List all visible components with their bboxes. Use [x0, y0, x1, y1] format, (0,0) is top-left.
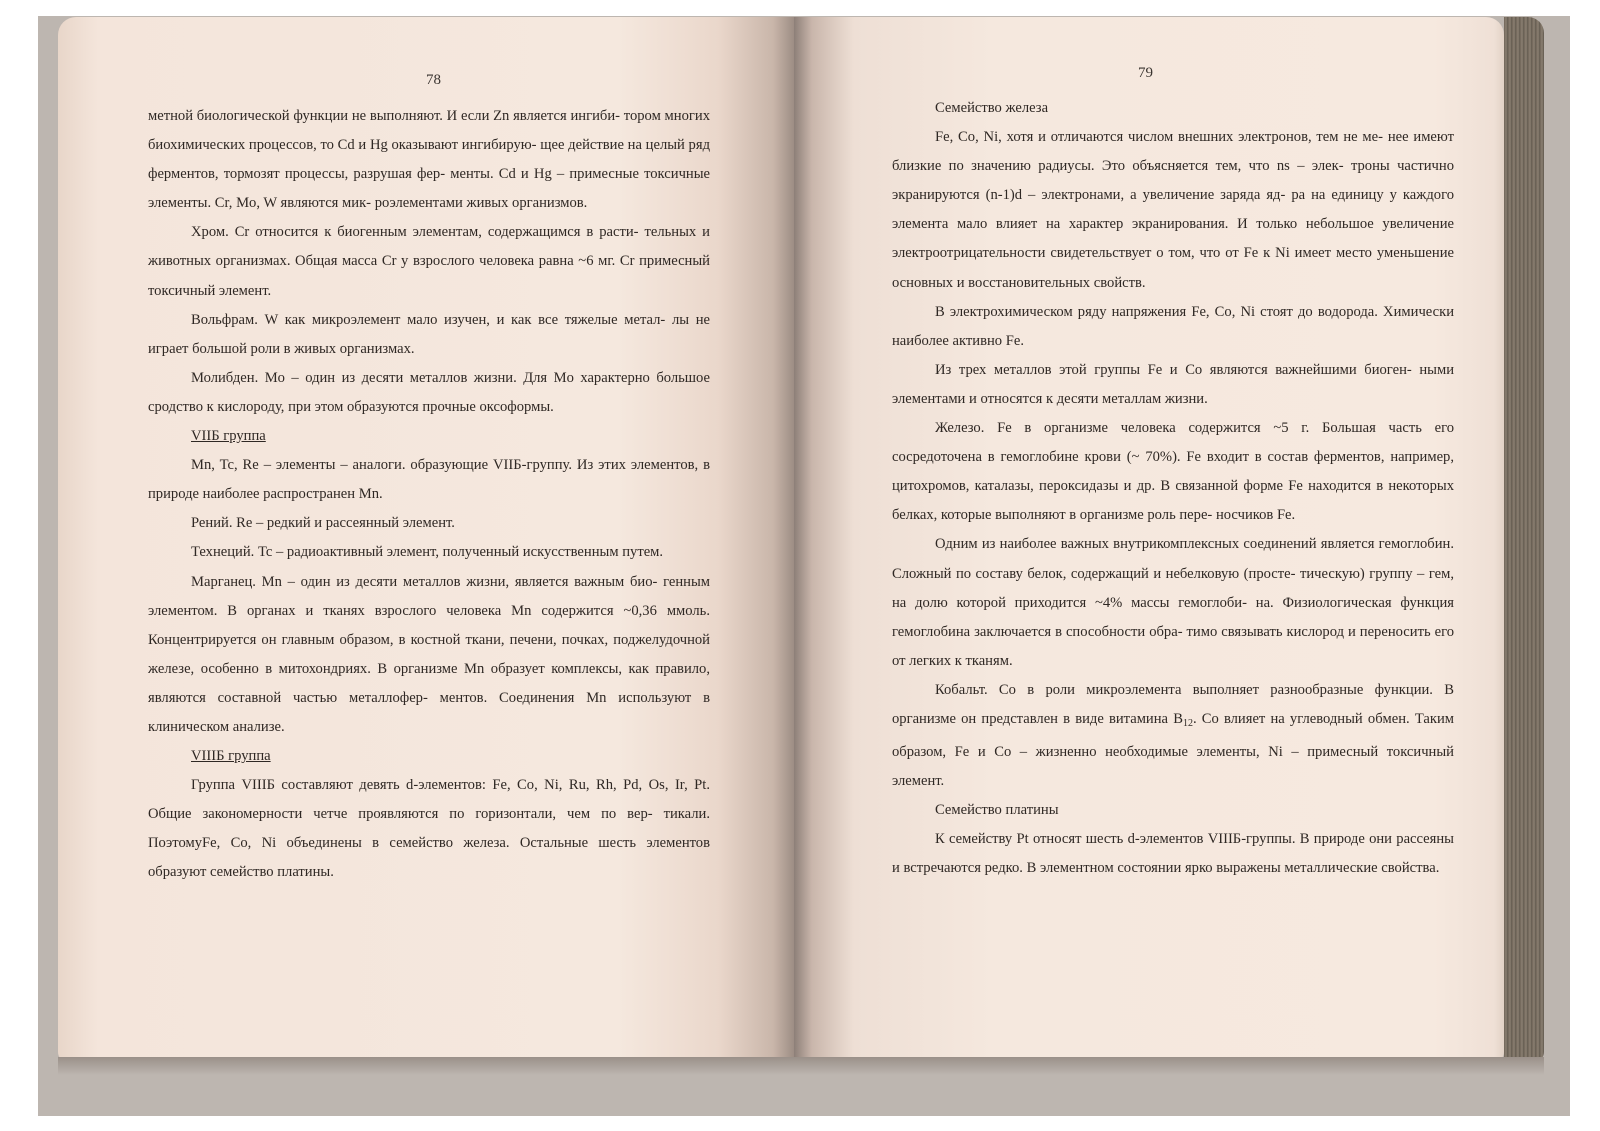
- paragraph: Группа VIIIБ составляют девять d-элементов: Fe, Co, Ni, Ru, Rh, Pd, Os, Ir, Pt. Общие закономерности четче проявляются по горизонтали, чем по вер- тикали. ПоэтомуFe, Co, Ni объединены в семейство железа. Остальные шесть элементов образуют семейство платины.: [148, 777, 710, 881]
- paragraph: Fe, Co, Ni, хотя и отличаются числом внешних электронов, тем не ме- нее имеют близкие по значению радиусы. Это объясняется тем, что ns – элек- троны частично экранируются (n-1)d – электронами, а увеличение заряда яд- ра на единицу у каждого элемента мало влияет на характер экранирования. И только небольшое увеличение электроотрицательности свидетельствует о том, что от Fe к Ni имеет место уменьшение основных и восстановительных свойств.: [892, 129, 1455, 291]
- page-number: 78: [426, 72, 441, 88]
- page-edges: [1504, 17, 1544, 1062]
- paragraph: Хром. Cr относится к биогенным элементам, содержащимся в расти- тельных и животных организмах. Общая масса Cr у взрослого человека равна ~6 мг. Cr примесный токсичный элемент.: [148, 224, 710, 299]
- paragraph: Вольфрам. W как микроэлемент мало изучен, и как все тяжелые метал- лы не играет большой роли в живых организмах.: [148, 311, 710, 357]
- paragraph: метной биологической функции не выполняют. И если Zn является ингиби- тором многих биохимических процессов, то Cd и Hg оказывают ингибирую- щее действие на целый ряд ферментов, тормозят процессы, разрушая фер- менты. Cd и Hg – примесные токсичные элементы. Cr, Mo, W являются мик- роэлементами живых организмов.: [148, 108, 711, 212]
- section-heading: VIIБ группа: [191, 428, 266, 445]
- paragraph: Железо. Fe в организме человека содержится ~5 г. Большая часть его сосредоточена в гемоглобине крови (~ 70%). Fe входит в состав ферментов, например, цитохромов, каталазы, пероксидазы и др. В связанной форме Fe находится в некоторых белках, которые выполняют в организме роль пере- носчиков Fe.: [892, 420, 1454, 524]
- left-page-text: [148, 102, 710, 888]
- right-page-text: [892, 94, 1454, 884]
- section-heading: Семейство железа: [935, 100, 1049, 116]
- paragraph: Молибден. Mo – один из десяти металлов жизни. Для Mo характерно большое сродство к кислороду, при этом образуются прочные оксоформы.: [148, 369, 710, 415]
- paragraph: Одним из наиболее важных внутрикомплексных соединений является гемоглобин. Сложный по составу белок, содержащий и небелковую (просте- тическую) группу – гем, на долю которой приходится ~4% массы гемоглоби- на. Физиологическая функция гемоглобина заключается в способности обра- тимо связывать кислород и переносить его от легких к тканям.: [892, 536, 1454, 669]
- page-number: 79: [1138, 65, 1153, 81]
- paragraph: Кобальт. Co в роли микроэлемента выполняет разнообразные функции. В организме он представлен в виде витамина $B_{12}$. Co влияет на углеводный обмен. Таким образом, Fe и Co – жизненно необходимые элементы, Ni – примесный токсичный элемент.: [892, 681, 1454, 790]
- paragraph: Рений. Re – редкий и рассеянный элемент.: [191, 515, 455, 532]
- section-heading: VIIIБ группа: [191, 748, 271, 765]
- paragraph: В электрохимическом ряду напряжения Fe, Co, Ni стоят до водорода. Химически наиболее активно Fe.: [892, 303, 1454, 349]
- right-page: [794, 17, 1504, 1062]
- paragraph: Из трех металлов этой группы Fe и Co являются важнейшими биоген- ными элементами и относятся к десяти металлам жизни.: [892, 361, 1455, 407]
- paragraph: Марганец. Mn – один из десяти металлов жизни, является важным био- генным элементом. В органах и тканях взрослого человека Mn содержится ~0,36 ммоль. Концентрируется он главным образом, в костной ткани, печени, почках, поджелудочной железе, особенно в митохондриях. В организме Mn образует комплексы, как правило, являются составной частью металлофер- ментов. Соединения Mn используют в клиническом анализе.: [148, 573, 710, 735]
- section-heading: Семейство платины: [935, 802, 1059, 819]
- book-shadow: [58, 1057, 1544, 1075]
- paragraph: Технеций. Tc – радиоактивный элемент, полученный искусственным путем.: [191, 544, 664, 561]
- paragraph: Mn, Tc, Re – элементы – аналоги. образующие VIIБ-группу. Из этих элементов, в природе наиболее распространен Mn.: [148, 457, 710, 503]
- left-page: [58, 17, 794, 1062]
- open-book: [58, 17, 1544, 1080]
- paragraph: К семейству Pt относят шесть d-элементов VIIIБ-группы. В природе они рассеяны и встречаются редко. В элементном состоянии ярко выражены металлические свойства.: [892, 831, 1454, 877]
